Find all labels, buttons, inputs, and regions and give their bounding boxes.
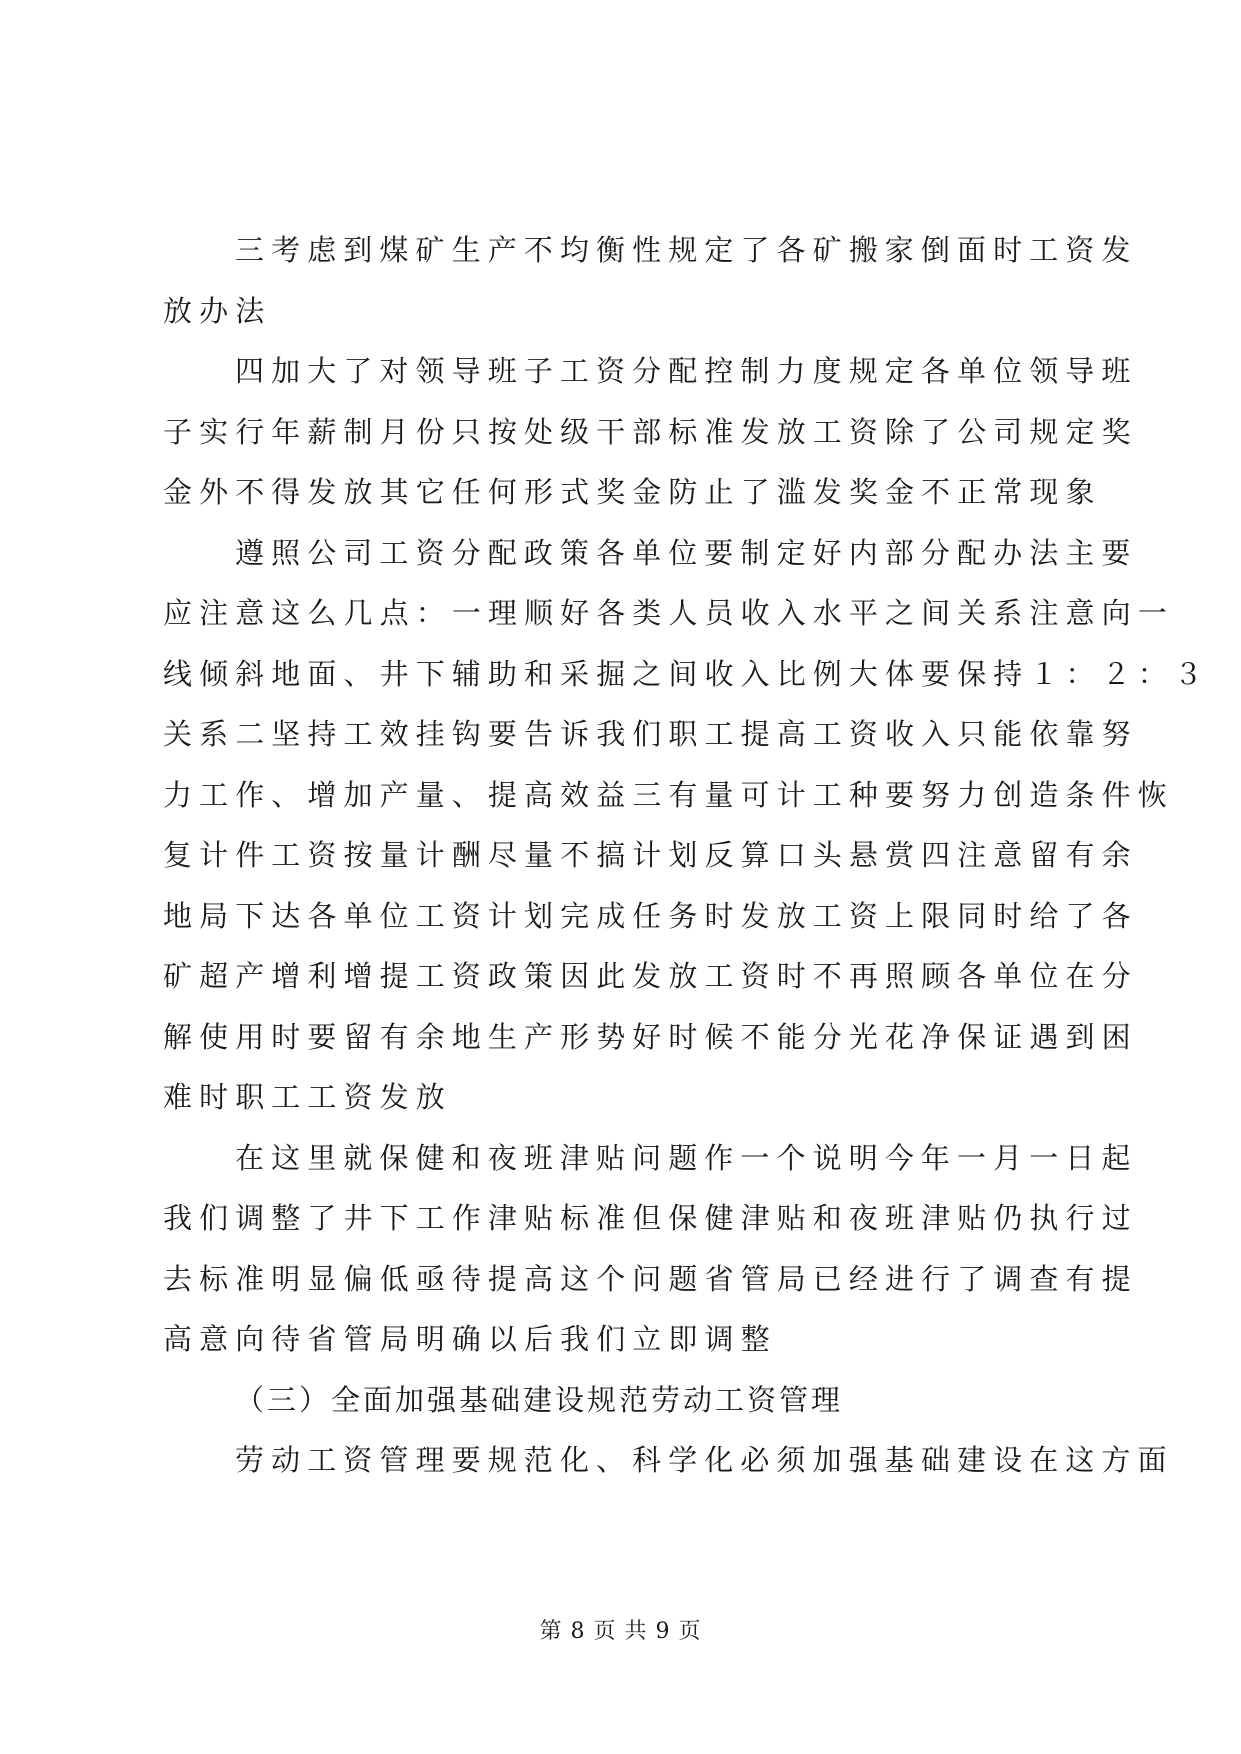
text-line: 关系二坚持工效挂钩要告诉我们职工提高工资收入只能依靠努 bbox=[163, 717, 1138, 751]
text-line: 应注意这么几点：一理顺好各类人员收入水平之间关系注意向一 bbox=[163, 596, 1174, 630]
page-footer: 第 8 页 共 9 页 bbox=[539, 1619, 702, 1644]
text-line: 矿超产增利增提工资政策因此发放工资时不再照顾各单位在分 bbox=[163, 959, 1138, 993]
text-line: 在这里就保健和夜班津贴问题作一个说明今年一月一日起 bbox=[235, 1140, 1138, 1175]
text-line: 高意向待省管局明确以后我们立即调整 bbox=[163, 1322, 777, 1356]
text-line: 去标准明显偏低亟待提高这个问题省管局已经进行了调查有提 bbox=[163, 1261, 1138, 1296]
text-line: 四加大了对领导班子工资分配控制力度规定各单位领导班 bbox=[235, 354, 1138, 388]
text-line: 金外不得发放其它任何形式奖金防止了滥发奖金不正常现象 bbox=[163, 475, 1102, 509]
text-line: 复计件工资按量计酬尽量不搞计划反算口头悬赏四注意留有余 bbox=[163, 838, 1138, 872]
section-heading: （三）全面加强基础建设规范劳动工资管理 bbox=[235, 1382, 844, 1417]
text-line: 三考虑到煤矿生产不均衡性规定了各矿搬家倒面时工资发 bbox=[235, 233, 1138, 267]
text-line: 放办法 bbox=[163, 293, 272, 328]
text-line: 难时职工工资发放 bbox=[163, 1080, 452, 1114]
text-line: 遵照公司工资分配政策各单位要制定好内部分配办法主要 bbox=[235, 535, 1138, 570]
text-line: 解使用时要留有余地生产形势好时候不能分光花净保证遇到困 bbox=[163, 1019, 1138, 1054]
document-body bbox=[163, 228, 1210, 1499]
text-line: 子实行年薪制月份只按处级干部标准发放工资除了公司规定奖 bbox=[163, 414, 1138, 449]
text-line: 线倾斜地面、井下辅助和采掘之间收入比例大体要保持１：２：３ bbox=[163, 656, 1210, 691]
text-line: 劳动工资管理要规范化、科学化必须加强基础建设在这方面 bbox=[235, 1443, 1174, 1477]
text-line: 力工作、增加产量、提高效益三有量可计工种要努力创造条件恢 bbox=[163, 777, 1174, 812]
text-line: 地局下达各单位工资计划完成任务时发放工资上限同时给了各 bbox=[163, 898, 1138, 933]
text-line: 我们调整了井下工作津贴标准但保健津贴和夜班津贴仍执行过 bbox=[163, 1201, 1138, 1235]
